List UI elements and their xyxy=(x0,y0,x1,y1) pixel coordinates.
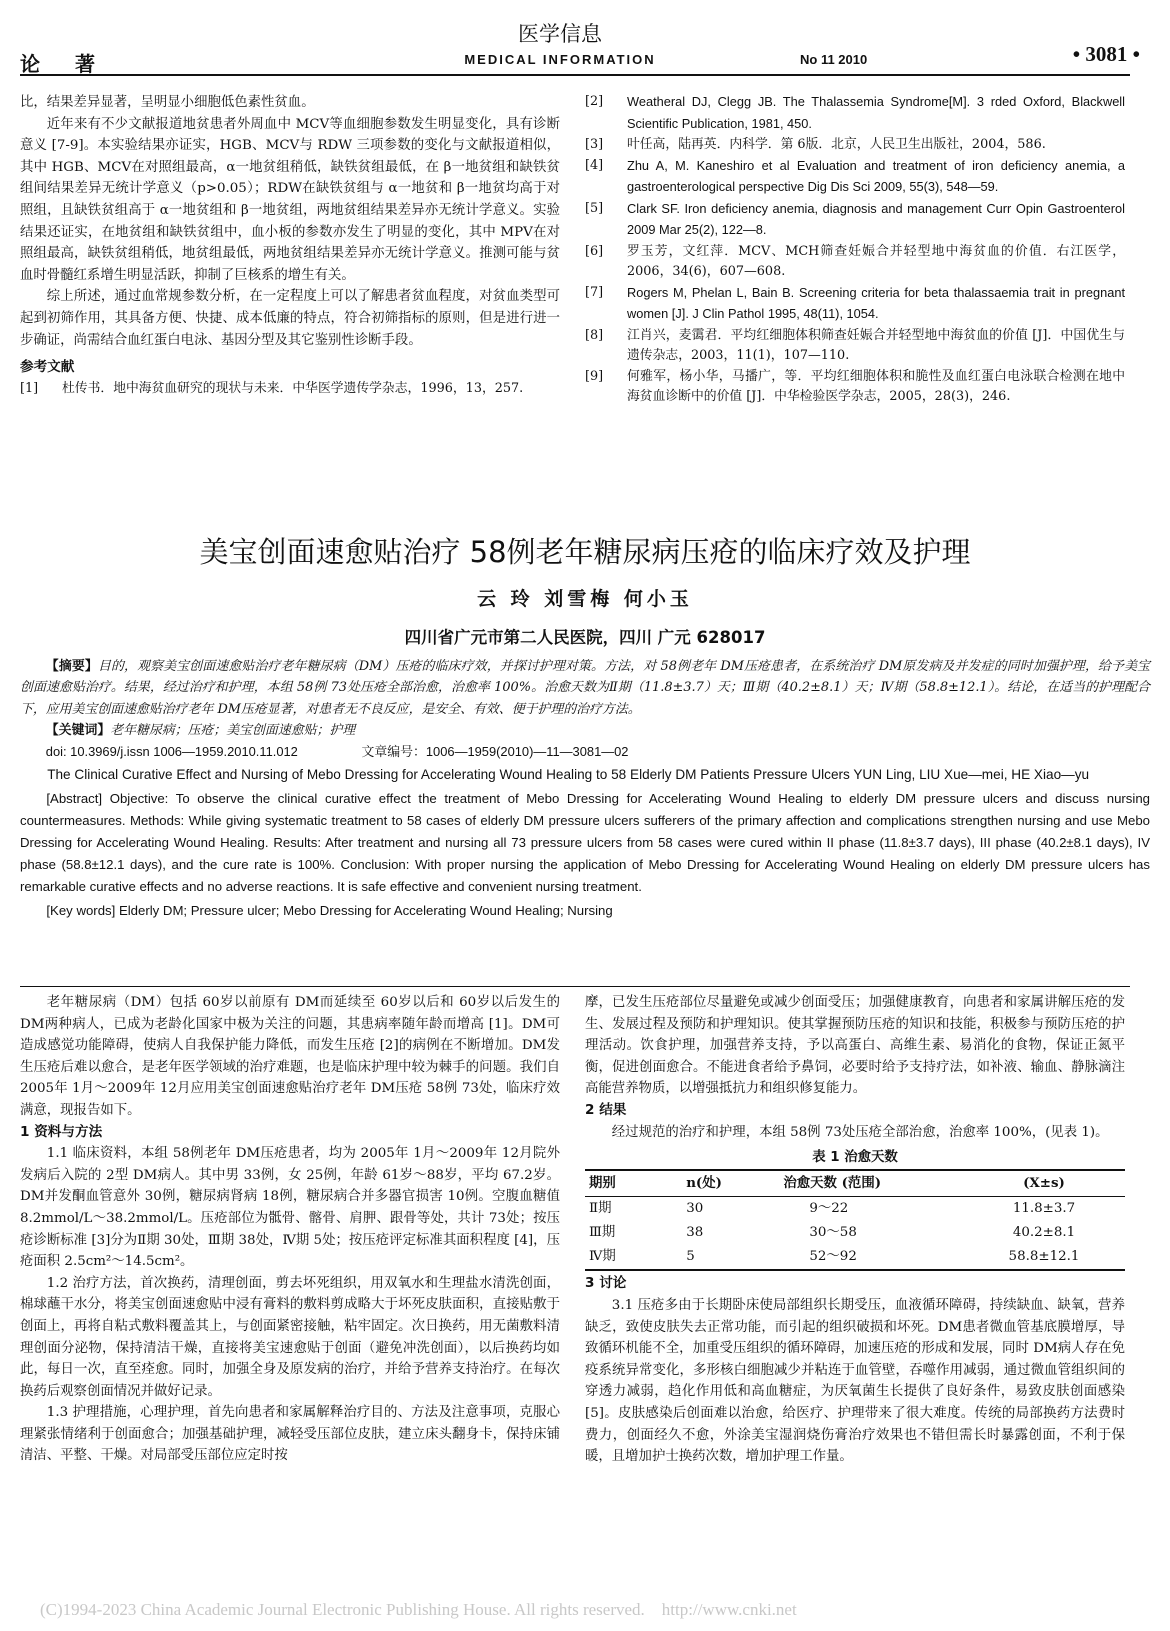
reference-item xyxy=(585,367,1125,408)
article-number: 文章编号：1006—1959(2010)—11—3081—02 xyxy=(361,744,629,760)
title-en: The Clinical Curative Effect and Nursing of Mebo Dressing for Accelerating Wound Healing to 58 Elderly DM Patients Pressure Ulcers YUN Ling, LIU Xue—mei, HE Xiao—yu xyxy=(47,767,1090,783)
table-cell: 58.8±12.1 xyxy=(963,1245,1125,1270)
results-paragraph: 经过规范的治疗和护理，本组 58例 73处压疮全部治愈，治愈率 100%，(见表 1)。 xyxy=(611,1124,1109,1140)
keywords-cn-text: 老年糖尿病；压疮；美宝创面速愈贴；护理 xyxy=(110,722,356,738)
table-cell: 9～22 xyxy=(809,1201,849,1217)
abstract-cn xyxy=(20,656,1150,720)
table-cell: 30～58 xyxy=(809,1225,857,1241)
table-header-row xyxy=(585,1170,1125,1197)
clinical-data-paragraph: 1.1 临床资料，本组 58例老年 DM压疮患者，均为 2005年 1月～2009年 12月院外发病后入院的 2型 DM病人。其中男 33例，女 25例，年龄 61岁～88岁，平均 67.2岁。DM并发酮血管意外 30例，糖尿病肾病 18例，糖尿病合并多器官损害 10例。空腹血糖值 8.2mmol/L～38.2mmol/L。压疮部位为骶骨、髂骨、肩胛、跟骨等处，共计 73处；按压疮诊断标准 [3]分为Ⅱ期 30处，Ⅲ期 38处，Ⅳ期 5处；按压疮评定标准其面积程度 [4]，压疮面积 2.5cm²～14.5cm²。 xyxy=(20,1146,560,1270)
page-number: • 3081 • xyxy=(1072,42,1140,66)
abstract-en: [Abstract] Objective: To observe the clinical curative effect the treatment of Mebo Dressing for Accelerating Wound Healing to elderly DM pressure ulcers and discuss nursing countermeasures. Methods: While giving systematic treatment to 58 cases of elderly DM pressure ulcers sufferers of the primary affection and complications strengthen nursing and use Mebo Dressing for Accelerating Wound Healing. Results: After treatment and nursing all 73 pressure ulcers from 58 cases were cured within II phase (11.8±3.7 days), III phase (40.2±8.1 days), IV phase (58.8±12.1 days), and the cure rate is 100%. Conclusion: With proper nursing the application of Mebo Dressing for Accelerating Wound Healing on elderly DM pressure ulcers has remarkable curative effects and no adverse reactions. It is safe effective and convenient nursing treatment. xyxy=(20,790,1150,894)
doi: doi: 10.3969/j.issn 1006—1959.2010.11.012 xyxy=(45,744,298,760)
table-header-cell: 期别 xyxy=(585,1170,682,1197)
reference-text: 罗玉芳，文红萍．MCV、MCH筛查妊娠合并轻型地中海贫血的价值．右江医学，2006，34(6)，607—608. xyxy=(627,243,1125,279)
reference-text: 何雅军，杨小华，马播广，等．平均红细胞体积和脆性及血红蛋白电泳联合检测在地中海贫血诊断中的价值 [J]．中华检验医学杂志，2005，28(3)，246. xyxy=(627,368,1125,404)
table-cell: Ⅳ期 xyxy=(585,1245,682,1270)
table-cell: 11.8±3.7 xyxy=(1012,1201,1076,1217)
table-row xyxy=(585,1221,1125,1245)
reference-item xyxy=(585,283,1125,326)
table-cell: Ⅱ期 xyxy=(589,1201,612,1217)
keywords-cn-label: 【关键词】 xyxy=(45,722,111,738)
doi-line xyxy=(20,741,1150,762)
article-title: 美宝创面速愈贴治疗 58例老年糖尿病压疮的临床疗效及护理 xyxy=(199,535,971,569)
reference-number: [4] xyxy=(585,157,604,173)
table-cell: 52～92 xyxy=(779,1245,963,1270)
nursing-continued-paragraph: 摩，已发生压疮部位尽量避免或减少创面受压；加强健康教育，向患者和家属讲解压疮的发生、发展过程及预防和护理知识。使其掌握预防压疮的知识和技能，积极参与预防压疮的护理活动。饮食护理，加强营养支持，予以高蛋白、高维生素、易消化的食物，保证正氮平衡，促进创面愈合。不能进食者给予鼻饲，必要时给予支持疗法，如补液、输血、静脉滴注高能营养物质，以增强抵抗力和组织修复能力。 xyxy=(585,995,1125,1097)
table-1 xyxy=(585,1147,1125,1271)
treatment-paragraph: 1.2 治疗方法，首次换药，清理创面，剪去坏死组织，用双氧水和生理盐水清洗创面，棉球蘸干水分，将美宝创面速愈贴中浸有膏料的敷料剪成略大于坏死皮肤面积，直接贴敷于创面上，再将自粘式敷料覆盖其上，与创面紧密接触，粘牢固定。次日换药，用无菌敷料清理创面分泌物，保持清洁干燥，直接将美宝速愈贴于创面（避免冲洗创面），以后换药均如此，每日一次，直至痊愈。同时，加强全身及原发病的治疗，并给予营养支持治疗。在每次换药后观察创面情况并做好记录。 xyxy=(20,1275,560,1399)
reference-number: [7] xyxy=(585,284,604,300)
journal-name-cn: 医学信息 xyxy=(518,22,602,46)
keywords-en: [Key words] Elderly DM; Pressure ulcer; Mebo Dressing for Accelerating Wound Healing; Nursing xyxy=(46,902,613,918)
reference-text: Clark SF. Iron deficiency anemia, diagnosis and management Curr Opin Gastroenterol 2009 Mar 25(2), 122—8. xyxy=(627,200,1125,237)
reference-item xyxy=(585,199,1125,242)
prev-paragraph: 综上所述，通过血常规参数分析，在一定程度上可以了解患者贫血程度，对贫血类型可起到初筛作用，其具备方便、快捷、成本低廉的特点，符合初筛指标的原则，但是进行进一步确证，尚需结合血红蛋白电泳、基因分型及其它鉴别性诊断手段。 xyxy=(20,289,560,348)
reference-item xyxy=(20,379,560,400)
discussion-paragraph: 3.1 压疮多由于长期卧床使局部组织长期受压，血液循环障碍，持续缺血、缺氧，营养缺乏，致使皮肤失去正常功能，而引起的组织破损和坏死。DM患者微血管基底膜增厚，导致循环机能不全，加重受压组织的循环障碍，加速压疮的形成和发展，同时 DM病人存在免疫系统异常变化，多形核白细胞减少并粘连于血管壁，吞噬作用减弱，通过微血管组织间的穿透力减弱，趋化作用低和高血糖症，为厌氧菌生长提供了良好条件，易致皮肤创面感染 [5]。皮肤感染后创面难以治愈，给医疗、护理带来了很大难度。传统的局部换药方法费时费力，创面经久不愈，外涂美宝湿润烧伤膏治疗效果也不错但需长时暴露创面，不利于保暖，且增加护士换药次数，增加护理工作量。 xyxy=(585,1297,1125,1465)
reference-text: Weatheral DJ, Clegg JB. The Thalassemia Syndrome[M]. 3 rded Oxford, Blackwell Scientific Publication, 1981, 450. xyxy=(627,94,1125,131)
abstract-block xyxy=(20,656,1150,921)
reference-number: [3] xyxy=(585,137,604,152)
table-cell: 30 xyxy=(686,1201,704,1217)
article-affiliation: 四川省广元市第二人民医院，四川 广元 628017 xyxy=(404,628,766,647)
reference-item xyxy=(585,326,1125,367)
reference-text: 杜传书．地中海贫血研究的现状与未来．中华医学遗传学杂志，1996，13，257. xyxy=(62,380,524,396)
table-cell: 38 xyxy=(686,1225,704,1241)
reference-number: [6] xyxy=(585,243,604,259)
reference-item xyxy=(585,92,1125,135)
prev-article-left-column xyxy=(20,92,560,399)
table-row xyxy=(585,1245,1125,1270)
abstract-cn-text: 目的，观察美宝创面速愈贴治疗老年糖尿病（DM）压疮的临床疗效，并探讨护理对策。方法，对 58例老年 DM压疮患者，在系统治疗 DM原发病及并发症的同时加强护理，给予美宝创面速愈贴治疗。结果，经过治疗和护理，本组 58例 73处压疮全部治愈，治愈率 100%。治愈天数为Ⅱ期（11.8±3.7）天；Ⅲ期（40.2±8.1）天；Ⅳ期（58.8±12.1）。结论，在适当的护理配合下，应用美宝创面速愈贴治疗老年 DM压疮显著，对患者无不良反应，是安全、有效、便于护理的治疗方法。 xyxy=(20,659,1151,717)
section-heading-2: 2 结果 xyxy=(585,1101,627,1118)
prev-article-references-column xyxy=(585,92,1125,408)
body-left-column xyxy=(20,992,560,1467)
journal-name-en: MEDICAL INFORMATION xyxy=(464,52,656,67)
nursing-paragraph: 1.3 护理措施，心理护理，首先向患者和家属解释治疗目的、方法及注意事项，克服心理紧张情绪利于创面愈合；加强基础护理，减轻受压部位皮肤，建立床头翻身卡，保持床铺清洁、平整、干燥。对局部受压部位应定时按 xyxy=(20,1405,560,1464)
reference-item xyxy=(585,135,1125,156)
prev-paragraph: 近年来有不少文献报道地贫患者外周血中 MCV等血细胞参数发生明显变化，具有诊断意义 [7-9]。本实验结果亦证实，HGB、MCV与 RDW 三项参数的变化与文献报道相似，其中 HGB、MCV在对照组最高，α一地贫组稍低，缺铁贫组最低，在 β一地贫组和缺铁贫组间结果差异无统计学意义（p>0.05）；RDW在缺铁贫组与 α一地贫和 β一地贫均高于对照组，且缺铁贫组高于 α一地贫组和 β一地贫组，两地贫组结果差异亦无统计学意义。实验结果还证实，在地贫组和缺铁贫组中，血小板的参数亦发生了明显的变化，其中 MPV在对照组最高，缺铁贫组稍低，地贫组最低，两地贫组结果差异亦无统计学意义。推测可能与贫血时骨髓红系增生明显活跃，抑制了巨核系的增生有关。 xyxy=(20,116,560,283)
copyright-footer: (C)1994-2023 China Academic Journal Electronic Publishing House. All rights reserved. http://www.cnki.net xyxy=(40,1600,797,1619)
running-header xyxy=(20,0,1150,78)
abstract-cn-label: 【摘要】 xyxy=(45,659,98,674)
reference-text: Rogers M, Phelan L, Bain B. Screening criteria for beta thalassaemia trait in pregnant women [J]. J Clin Pathol 1995, 48(11), 1054. xyxy=(627,284,1125,321)
table-row xyxy=(585,1197,1125,1222)
reference-number: [9] xyxy=(585,368,604,384)
prev-paragraph: 比，结果差异显著，呈明显小细胞低色素性贫血。 xyxy=(20,95,315,110)
header-rule xyxy=(20,74,1130,76)
reference-text: Zhu A, M. Kaneshiro et al Evaluation and treatment of iron deficiency anemia, a gastroenterological perspective Dig Dis Sci 2009, 55(3), 548—59. xyxy=(627,157,1125,194)
header-section: 论 著 xyxy=(20,52,109,76)
reference-number: [8] xyxy=(585,327,604,343)
reference-item xyxy=(585,242,1125,283)
reference-number: [1] xyxy=(20,380,39,396)
section-heading-3: 3 讨论 xyxy=(585,1275,627,1292)
table-header-cell: 治愈天数 (范围) xyxy=(779,1170,963,1197)
reference-number: [5] xyxy=(585,200,604,216)
table-cell: 40.2±8.1 xyxy=(1012,1225,1076,1241)
section-heading-1: 1 资料与方法 xyxy=(20,1123,103,1140)
table-cell: Ⅲ期 xyxy=(589,1225,616,1241)
reference-text: 江肖兴，麦霭君．平均红细胞体积筛查妊娠合并轻型地中海贫血的价值 [J]．中国优生与遗传杂志，2003，11(1)，107—110. xyxy=(627,327,1125,363)
keywords-cn xyxy=(20,720,1150,741)
table-cell: 5 xyxy=(682,1245,779,1270)
abstract-rule xyxy=(20,986,1130,987)
reference-number: [2] xyxy=(585,94,604,109)
intro-paragraph: 老年糖尿病（DM）包括 60岁以前原有 DM而延续至 60岁以后和 60岁以后发生的 DM两种病人，已成为老龄化国家中极为关注的问题，其患病率随年龄而增高 [1]。DM可造成感觉功能障碍，使病人自我保护能力降低，而发生压疮 [2]的病例在不断增加。DM发生压疮后难以愈合，是老年医学领域的治疗难题，也是临床护理中较为棘手的问题。我们自 2005年 1月～2009年 12月应用美宝创面速愈贴治疗老年 DM压疮 58例 73处，临床疗效满意，现报告如下。 xyxy=(20,995,560,1118)
reference-item xyxy=(585,156,1125,199)
issue-number: No 11 2010 xyxy=(800,52,868,67)
healing-days-table xyxy=(585,1169,1125,1272)
references-heading: 参考文献 xyxy=(20,359,75,376)
article-authors: 云 玲 刘雪梅 何小玉 xyxy=(477,588,693,610)
table-header-cell: (X±s) xyxy=(963,1170,1125,1197)
table-title: 表 1 治愈天数 xyxy=(812,1150,898,1166)
table-header-cell: n(处) xyxy=(682,1170,779,1197)
body-right-column xyxy=(585,992,1125,1468)
reference-text: 叶任高，陆再英．内科学．第 6版．北京，人民卫生出版社，2004，586. xyxy=(627,137,1046,152)
